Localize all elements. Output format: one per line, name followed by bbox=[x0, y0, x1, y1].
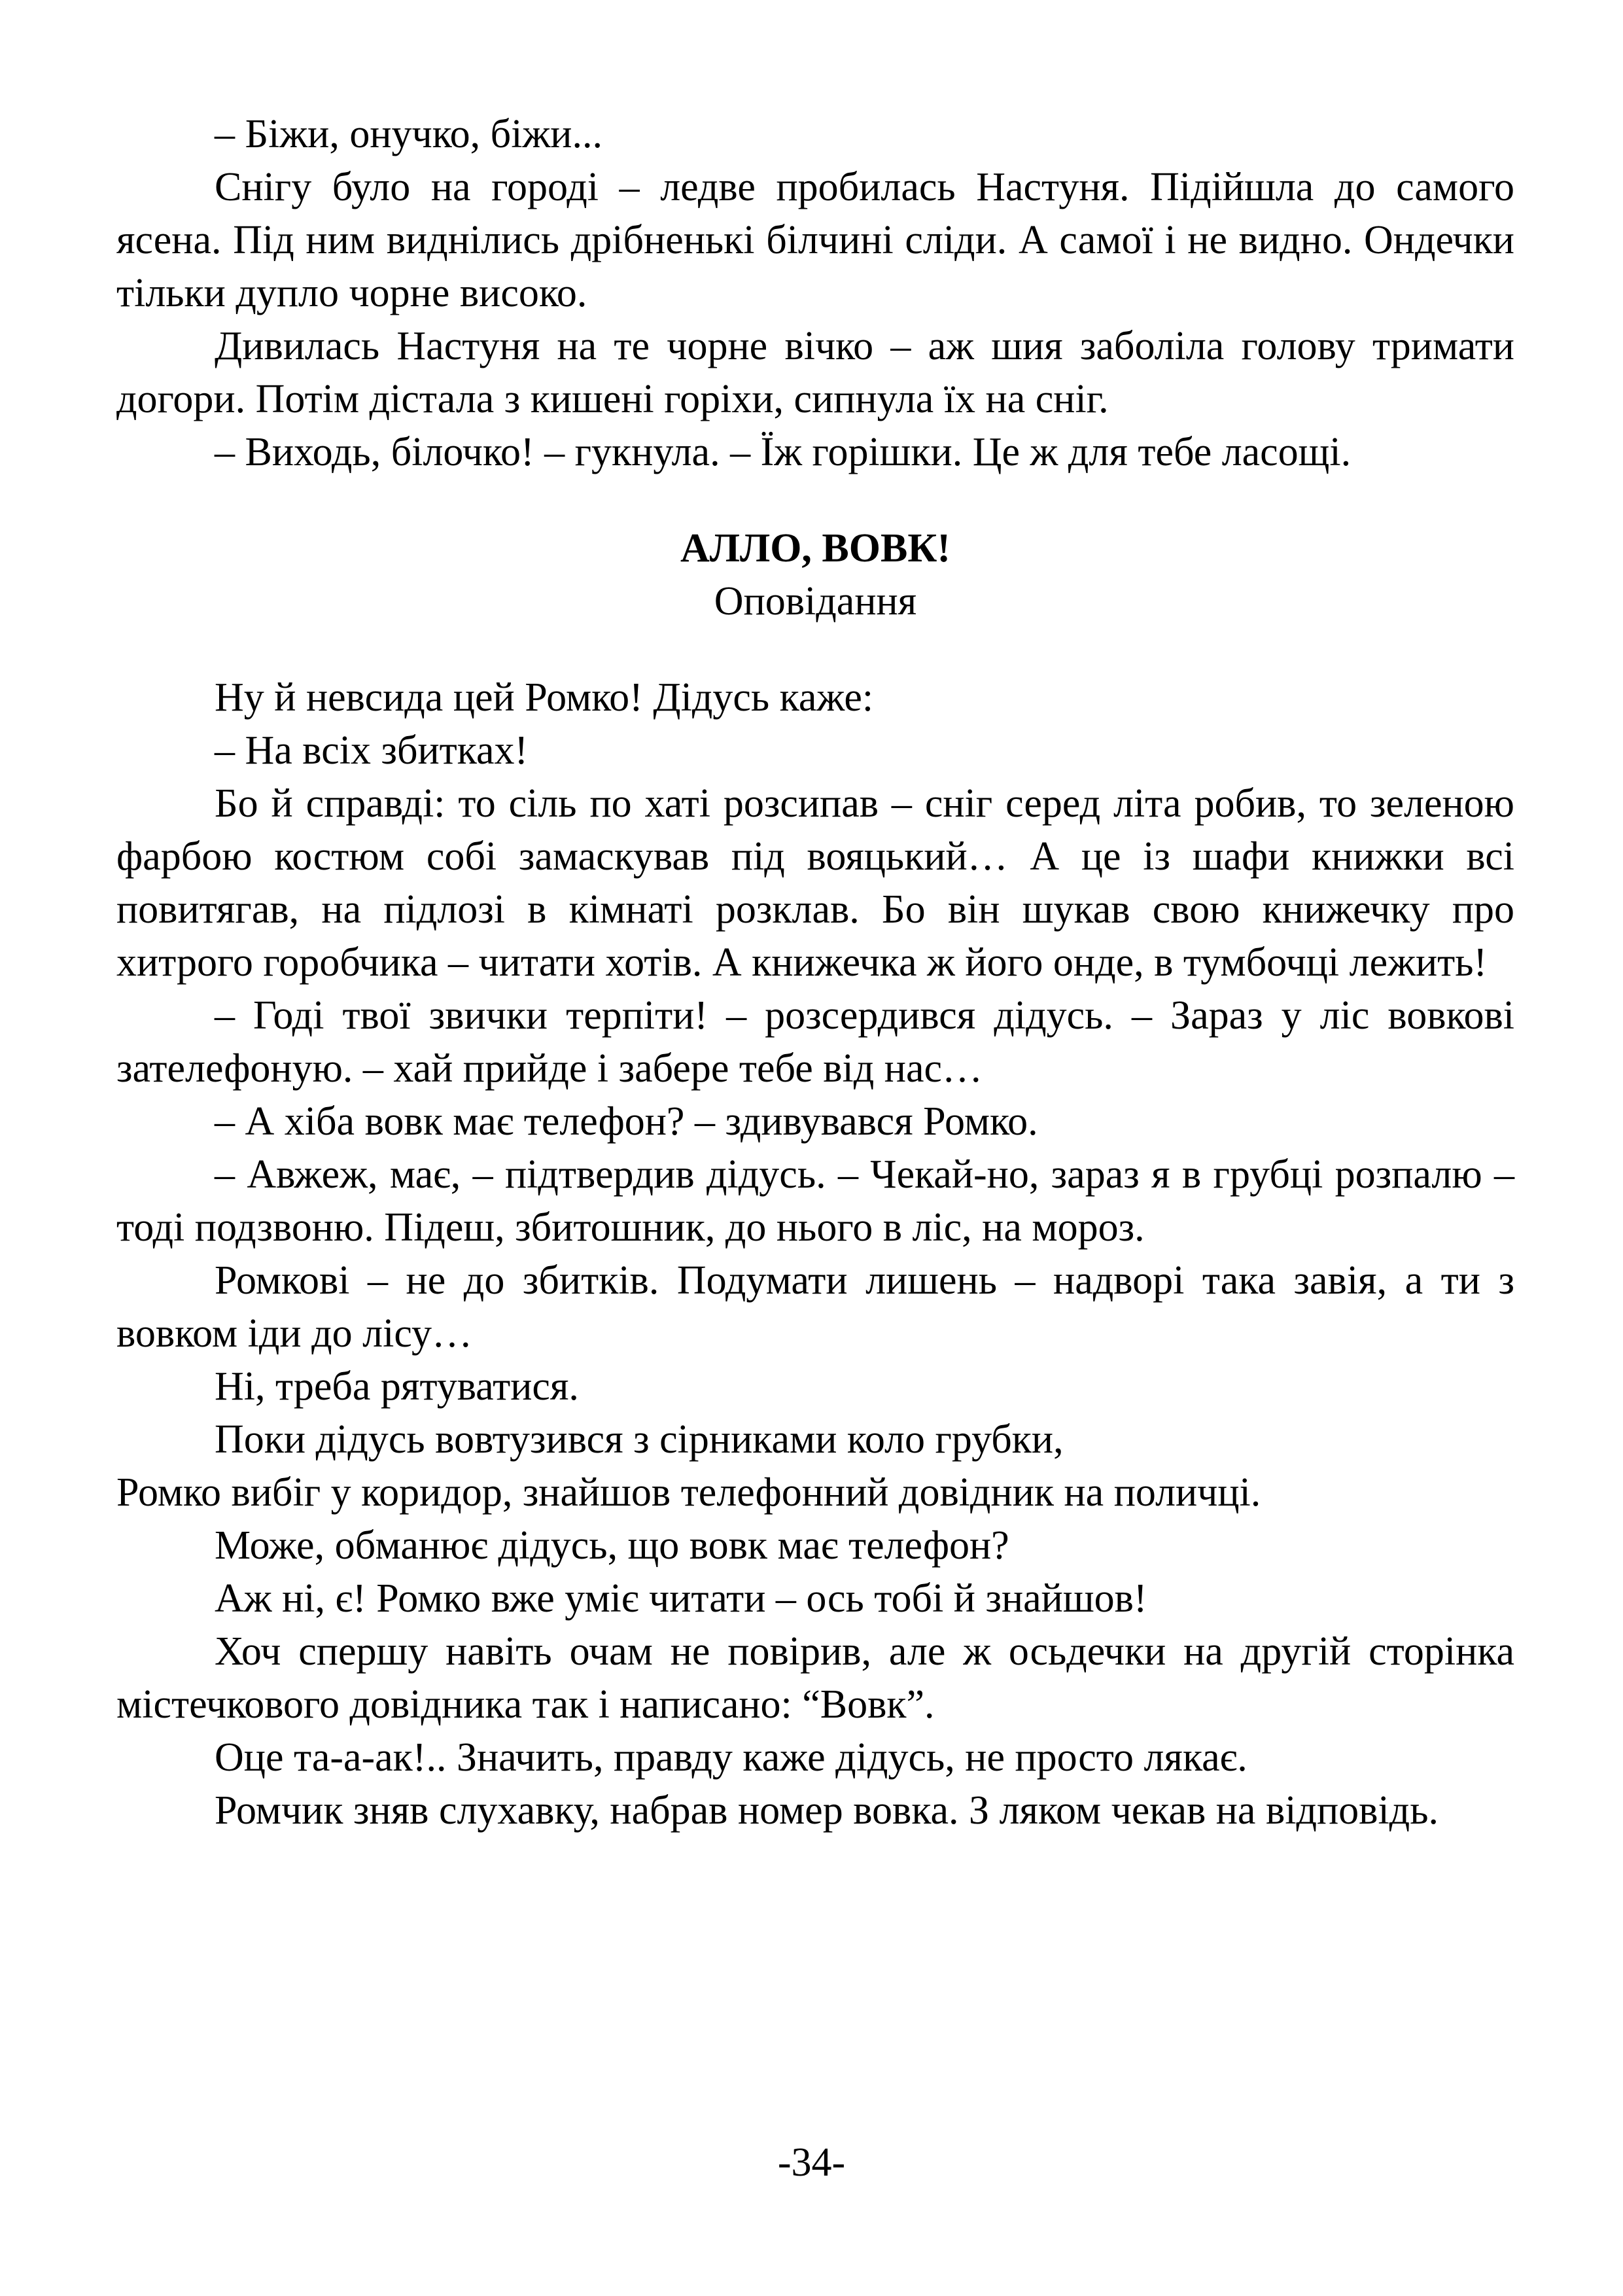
paragraph: Оце та-а-ак!.. Значить, правду каже дідусь, не просто лякає. bbox=[215, 1735, 1248, 1780]
page-body bbox=[116, 108, 1514, 1837]
paragraph: – Біжи, онучко, біжи... bbox=[215, 112, 602, 156]
story-heading bbox=[116, 522, 1514, 628]
paragraph: – На всіх збитках! bbox=[215, 728, 529, 773]
paragraph: Ну й невсида цей Ромко! Дідусь каже: bbox=[215, 675, 874, 720]
paragraph: – Виходь, білочко! – гукнула. – Їж горішки. Це ж для тебе ласощі. bbox=[215, 430, 1352, 474]
paragraph: – Авжеж, має, – підтвердив дідусь. – Чекай-но, зараз я в грубці розпалю – тоді подзвоню. Підеш, збитошник, до нього в ліс, на мороз. bbox=[116, 1152, 1514, 1250]
story-title: АЛЛО, ВОВК! bbox=[680, 526, 951, 571]
paragraph: Ні, треба рятуватися. bbox=[215, 1364, 579, 1409]
paragraph: Хоч спершу навіть очам не повірив, але ж осьдечки на другій сторінка містечкового довідника так і написано: “Вовк”. bbox=[116, 1629, 1514, 1727]
paragraph: Ромко вибіг у коридор, знайшов телефонний довідник на поличці. bbox=[116, 1470, 1261, 1515]
paragraph: Ромкові – не до збитків. Подумати лишень – надворі така завія, а ти з вовком іди до лісу… bbox=[116, 1258, 1514, 1356]
story-subtitle: Оповідання bbox=[714, 579, 917, 624]
page-number: -34- bbox=[777, 2140, 846, 2185]
paragraph: Аж ні, є! Ромко вже уміє читати – ось тобі й знайшов! bbox=[215, 1576, 1147, 1621]
paragraph: Ромчик зняв слухавку, набрав номер вовка. З ляком чекав на відповідь. bbox=[215, 1788, 1439, 1833]
paragraph: Може, обманює дідусь, що вовк має телефон? bbox=[215, 1523, 1009, 1568]
paragraph: Снігу було на городі – ледве пробилась Настуня. Підійшла до самого ясена. Під ним виднілись дрібненькі білчині сліди. А самої і не видно. Ондечки тільки дупло чорне високо. bbox=[116, 165, 1514, 315]
paragraph: Бо й справді: то сіль по хаті розсипав – сніг серед літа робив, то зеленою фарбою костюм собі замаскував під вояцький… А це із шафи книжки всі повитягав, на підлозі в кімнаті розклав. Бо він шукав свою книжечку про хитрого горобчика – читати хотів. А книжечка ж його онде, в тумбочці лежить! bbox=[116, 781, 1514, 985]
paragraph: – А хіба вовк має телефон? – здивувався Ромко. bbox=[215, 1099, 1038, 1144]
paragraph: Дивилась Настуня на те чорне вічко – аж шия заболіла голову тримати догори. Потім дістала з кишені горіхи, сипнула їх на сніг. bbox=[116, 324, 1514, 421]
paragraph: – Годі твої звички терпіти! – розсердився дідусь. – Зараз у ліс вовкові зателефоную. – хай прийде і забере тебе від нас… bbox=[116, 993, 1514, 1091]
paragraph: Поки дідусь вовтузився з сірниками коло грубки, bbox=[215, 1417, 1064, 1462]
